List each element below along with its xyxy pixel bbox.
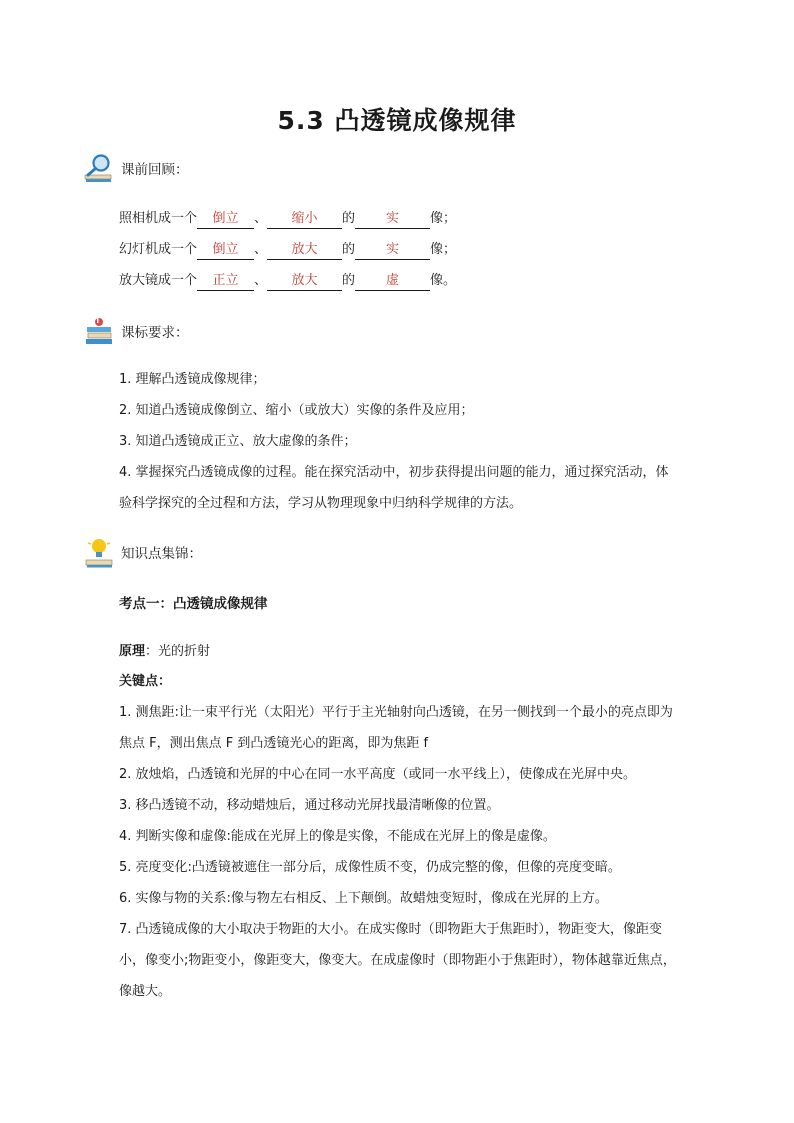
standards-list (119, 364, 679, 519)
answer-blank: 缩小 (267, 210, 342, 229)
answer-blank: 倒立 (197, 210, 254, 229)
principle-text: ：光的折射 (145, 644, 211, 659)
principle-line (119, 640, 210, 659)
list-item: 4. 判断实像和虚像:能成在光屏上的像是实像，不能成在光屏上的像是虚像。 (119, 829, 556, 844)
answer-blank: 倒立 (197, 241, 254, 260)
answer-blank: 放大 (267, 241, 342, 260)
list-item: 2. 知道凸透镜成像倒立、缩小（或放大）实像的条件及应用； (119, 403, 474, 418)
standards-heading: 课标要求： (121, 325, 189, 341)
answer-blank: 实 (355, 210, 430, 229)
page-title: 5.3 凸透镜成像规律 (277, 106, 517, 135)
review-heading: 课前回顾： (121, 162, 189, 178)
magnifier-book-icon (82, 151, 116, 185)
lightbulb-book-icon (82, 535, 116, 569)
books-icon (82, 314, 116, 348)
review-line: 幻灯机成一个 倒立 、 放大 的 实 像； (119, 239, 456, 261)
topic-heading: 考点一：凸透镜成像规律 (119, 596, 268, 612)
key-points-label: 关键点： (119, 674, 172, 689)
list-item: 3. 知道凸透镜成正立、放大虚像的条件； (119, 434, 357, 449)
list-item: 3. 移凸透镜不动，移动蜡烛后，通过移动光屏找最清晰像的位置。 (119, 798, 500, 813)
list-item: 4. 掌握探究凸透镜成像的过程。能在探究活动中，初步获得提出问题的能力，通过探究活动，体验科学探究的全过程和方法，学习从物理现象中归纳科学规律的方法。 (119, 465, 669, 511)
answer-blank: 正立 (197, 272, 254, 291)
list-item: 2. 放烛焰，凸透镜和光屏的中心在同一水平高度（或同一水平线上），使像成在光屏中央。 (119, 767, 637, 782)
list-item: 1. 测焦距:让一束平行光（太阳光）平行于主光轴射向凸透镜，在另一侧找到一个最小的亮点即为焦点 F，测出焦点 F 到凸透镜光心的距离，即为焦距 f (119, 705, 673, 751)
review-line: 照相机成一个 倒立 、 缩小 的 实 像； (119, 208, 456, 230)
list-item: 1. 理解凸透镜成像规律； (119, 372, 266, 387)
answer-blank: 实 (355, 241, 430, 260)
answer-blank: 虚 (355, 272, 430, 291)
principle-label: 原理 (119, 644, 146, 659)
review-header (82, 150, 189, 186)
review-line: 放大镜成一个 正立 、 放大 的 虚 像。 (119, 270, 456, 292)
list-item: 5. 亮度变化:凸透镜被遮住一部分后，成像性质不变，仍成完整的像，但像的亮度变暗。 (119, 860, 621, 875)
knowledge-heading: 知识点集锦： (121, 546, 202, 562)
knowledge-header (82, 534, 202, 570)
list-item: 6. 实像与物的关系:像与物左右相反、上下颠倒。故蜡烛变短时，像成在光屏的上方。 (119, 891, 608, 906)
answer-blank: 放大 (267, 272, 342, 291)
list-item: 7. 凸透镜成像的大小取决于物距的大小。在成实像时（即物距大于焦距时），物距变大，像距变小，像变小;物距变小，像距变大，像变大。在成虚像时（即物距小于焦距时），物体越靠近焦点，像越大。 (119, 922, 676, 999)
key-points-list (119, 697, 679, 1007)
standards-header (82, 313, 189, 349)
